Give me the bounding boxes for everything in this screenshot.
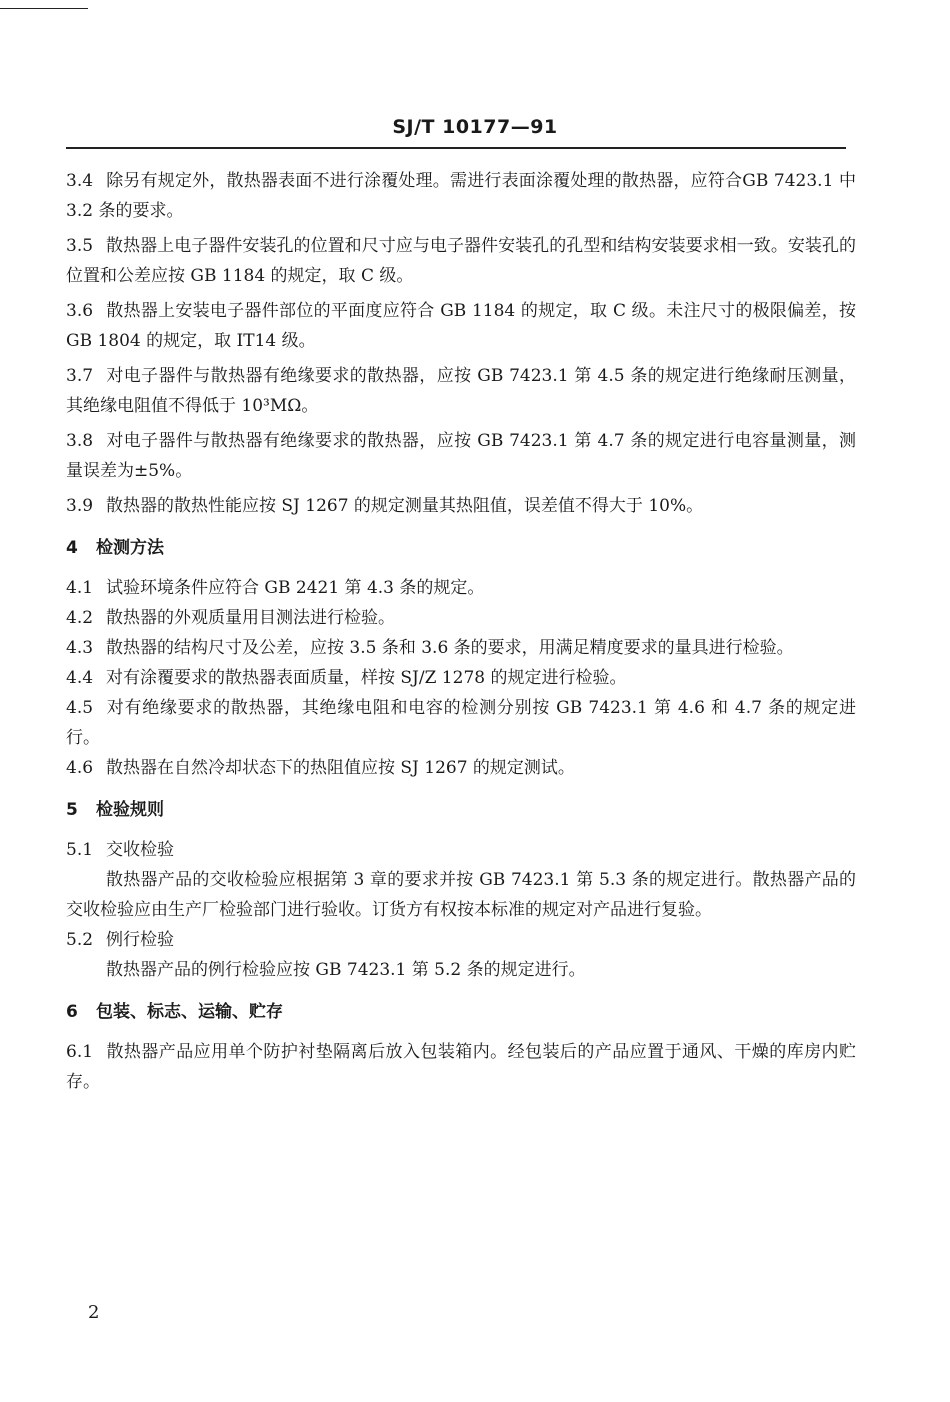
clause-text: 对电子器件与散热器有绝缘要求的散热器，应按 GB 7423.1 第 4.7 条的规定进行电容量测量，测量误差为±5%。 — [66, 431, 856, 481]
section-number: 4 — [66, 538, 78, 558]
clause-4-5 — [66, 693, 856, 753]
clause-4-6 — [66, 753, 856, 783]
clause-number: 4.1 — [66, 578, 94, 598]
clause-4-3 — [66, 633, 856, 663]
clause-number: 3.7 — [66, 366, 94, 386]
clause-number: 5.1 — [66, 840, 94, 860]
header-rule — [66, 147, 846, 149]
clause-3-4 — [66, 166, 856, 226]
clause-text: 除另有规定外，散热器表面不进行涂覆处理。需进行表面涂覆处理的散热器，应符合GB 7423.1 中 3.2 条的要求。 — [66, 171, 856, 221]
clause-text: 散热器产品应用单个防护衬垫隔离后放入包装箱内。经包装后的产品应置于通风、干燥的库房内贮存。 — [66, 1042, 856, 1092]
clause-3-7 — [66, 361, 856, 421]
clause-text: 散热器上安装电子器件部位的平面度应符合 GB 1184 的规定，取 C 级。未注尺寸的极限偏差，按 GB 1804 的规定，取 IT14 级。 — [66, 301, 856, 351]
clause-3-6 — [66, 296, 856, 356]
section-title: 检测方法 — [96, 538, 164, 558]
clause-number: 4.2 — [66, 608, 94, 628]
clause-text: 对电子器件与散热器有绝缘要求的散热器，应按 GB 7423.1 第 4.5 条的规定进行绝缘耐压测量，其绝缘电阻值不得低于 10³MΩ。 — [66, 366, 856, 416]
section-6-heading — [66, 997, 856, 1027]
section-number: 6 — [66, 1002, 78, 1022]
clause-4-4 — [66, 663, 856, 693]
clause-number: 4.5 — [66, 698, 94, 718]
clause-number: 3.4 — [66, 171, 94, 191]
subsection-5-2-text: 散热器产品的例行检验应按 GB 7423.1 第 5.2 条的规定进行。 — [106, 960, 586, 980]
clause-text: 散热器上电子器件安装孔的位置和尺寸应与电子器件安装孔的孔型和结构安装要求相一致。安装孔的位置和公差应按 GB 1184 的规定，取 C 级。 — [66, 236, 856, 286]
clause-number: 3.9 — [66, 496, 94, 516]
subsection-5-1-heading — [66, 835, 856, 865]
clause-number: 3.5 — [66, 236, 94, 256]
clause-number: 4.3 — [66, 638, 94, 658]
standard-code: SJ/T 10177—91 — [392, 116, 558, 138]
clause-4-2 — [66, 603, 856, 633]
subsection-5-1-text: 散热器产品的交收检验应根据第 3 章的要求并按 GB 7423.1 第 5.3 条的规定进行。散热器产品的交收检验应由生产厂检验部门进行验收。订货方有权按本标准的规定对产品进行复验。 — [66, 870, 856, 920]
clause-number: 3.8 — [66, 431, 94, 451]
clause-text: 散热器的散热性能应按 SJ 1267 的规定测量其热阻值，误差值不得大于 10%。 — [106, 496, 704, 516]
clause-6-1 — [66, 1037, 856, 1097]
corner-rule — [0, 8, 88, 9]
clause-text: 散热器的结构尺寸及公差，应按 3.5 条和 3.6 条的要求，用满足精度要求的量具进行检验。 — [106, 638, 794, 658]
clause-number: 5.2 — [66, 930, 94, 950]
clause-number: 3.6 — [66, 301, 94, 321]
clause-3-9 — [66, 491, 856, 521]
subsection-title: 交收检验 — [106, 840, 174, 860]
section-title: 检验规则 — [96, 800, 164, 820]
clause-4-1 — [66, 573, 856, 603]
subsection-5-2-heading — [66, 925, 856, 955]
clause-text: 对有绝缘要求的散热器，其绝缘电阻和电容的检测分别按 GB 7423.1 第 4.6 和 4.7 条的规定进行。 — [66, 698, 856, 748]
document-body — [66, 166, 856, 1097]
section-number: 5 — [66, 800, 78, 820]
clause-3-8 — [66, 426, 856, 486]
section-title: 包装、标志、运输、贮存 — [96, 1002, 283, 1022]
clause-number: 4.4 — [66, 668, 94, 688]
clause-number: 4.6 — [66, 758, 94, 778]
page-number: 2 — [88, 1302, 100, 1323]
page-header — [0, 116, 950, 138]
clause-number: 6.1 — [66, 1042, 94, 1062]
clause-text: 试验环境条件应符合 GB 2421 第 4.3 条的规定。 — [106, 578, 485, 598]
section-4-heading — [66, 533, 856, 563]
clause-3-5 — [66, 231, 856, 291]
subsection-title: 例行检验 — [106, 930, 174, 950]
section-5-heading — [66, 795, 856, 825]
clause-text: 散热器的外观质量用目测法进行检验。 — [106, 608, 395, 628]
clause-text: 对有涂覆要求的散热器表面质量，样按 SJ/Z 1278 的规定进行检验。 — [106, 668, 627, 688]
clause-text: 散热器在自然冷却状态下的热阻值应按 SJ 1267 的规定测试。 — [106, 758, 575, 778]
